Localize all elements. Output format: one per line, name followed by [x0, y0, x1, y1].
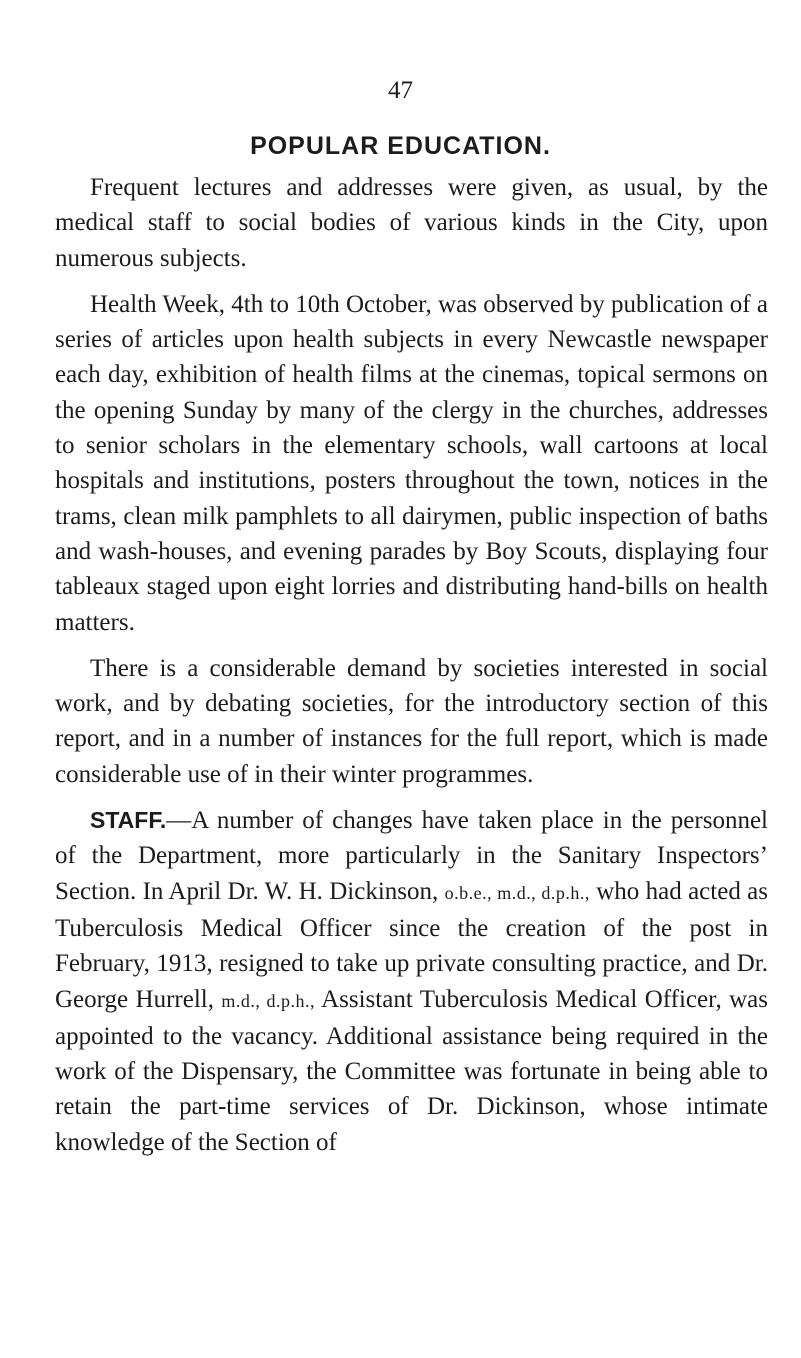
section-heading: POPULAR EDUCATION.	[250, 132, 551, 160]
staff-text-part3: Assistant Tuberculosis Medical Officer, was appointed to the vacancy. Additional assistance being required in the work of the Dispensary, the Committee was fortunate in being able to retain the part-time services of Dr. Dickinson, whose intimate knowledge of the Section of	[55, 985, 768, 1156]
staff-text-part2: who had acted as Tuberculosis Medical Officer since the creation of the post in February, 1913, resigned to take up private consulting practice, and Dr. George Hurrell,	[55, 877, 768, 1013]
paragraph-health-week: Health Week, 4th to 10th October, was observed by publication of a series of articles upon health subjects in every Newcastle newspaper each day, exhibition of health films at the cinemas, topical sermons on the opening Sunday by many of the clergy in the churches, addresses to senior scholars in the elementary schools, wall cartoons at local hospitals and institutions, posters throughout the town, notices in the trams, clean milk pamphlets to all dairymen, public inspection of baths and wash-houses, and evening parades by Boy Scouts, displaying four tableaux staged upon eight lorries and distributing hand-bills on health matters.	[55, 290, 768, 636]
body-text	[55, 170, 768, 1160]
staff-lead: STAFF.	[90, 807, 167, 834]
paragraph-lectures: Frequent lectures and addresses were given, as usual, by the medical staff to social bodies of various kinds in the City, upon numerous subjects.	[55, 174, 768, 272]
page-number: 47	[388, 77, 413, 104]
qualifications-hurrell: m.d., d.p.h.,	[221, 990, 316, 1011]
paragraph-staff	[55, 803, 768, 1160]
staff-text-part1: —A number of changes have taken place in the personnel of the Department, more particularly in the Sanitary Inspectors’ Section. In April Dr. W. H. Dickinson,	[55, 807, 768, 905]
paragraph-demand: There is a considerable demand by societies interested in social work, and by debating societies, for the introductory section of this report, and in a number of instances for the full report, which is made considerable use of in their winter programmes.	[55, 654, 768, 788]
qualifications-dickinson: o.b.e., m.d., d.p.h.,	[444, 882, 590, 903]
